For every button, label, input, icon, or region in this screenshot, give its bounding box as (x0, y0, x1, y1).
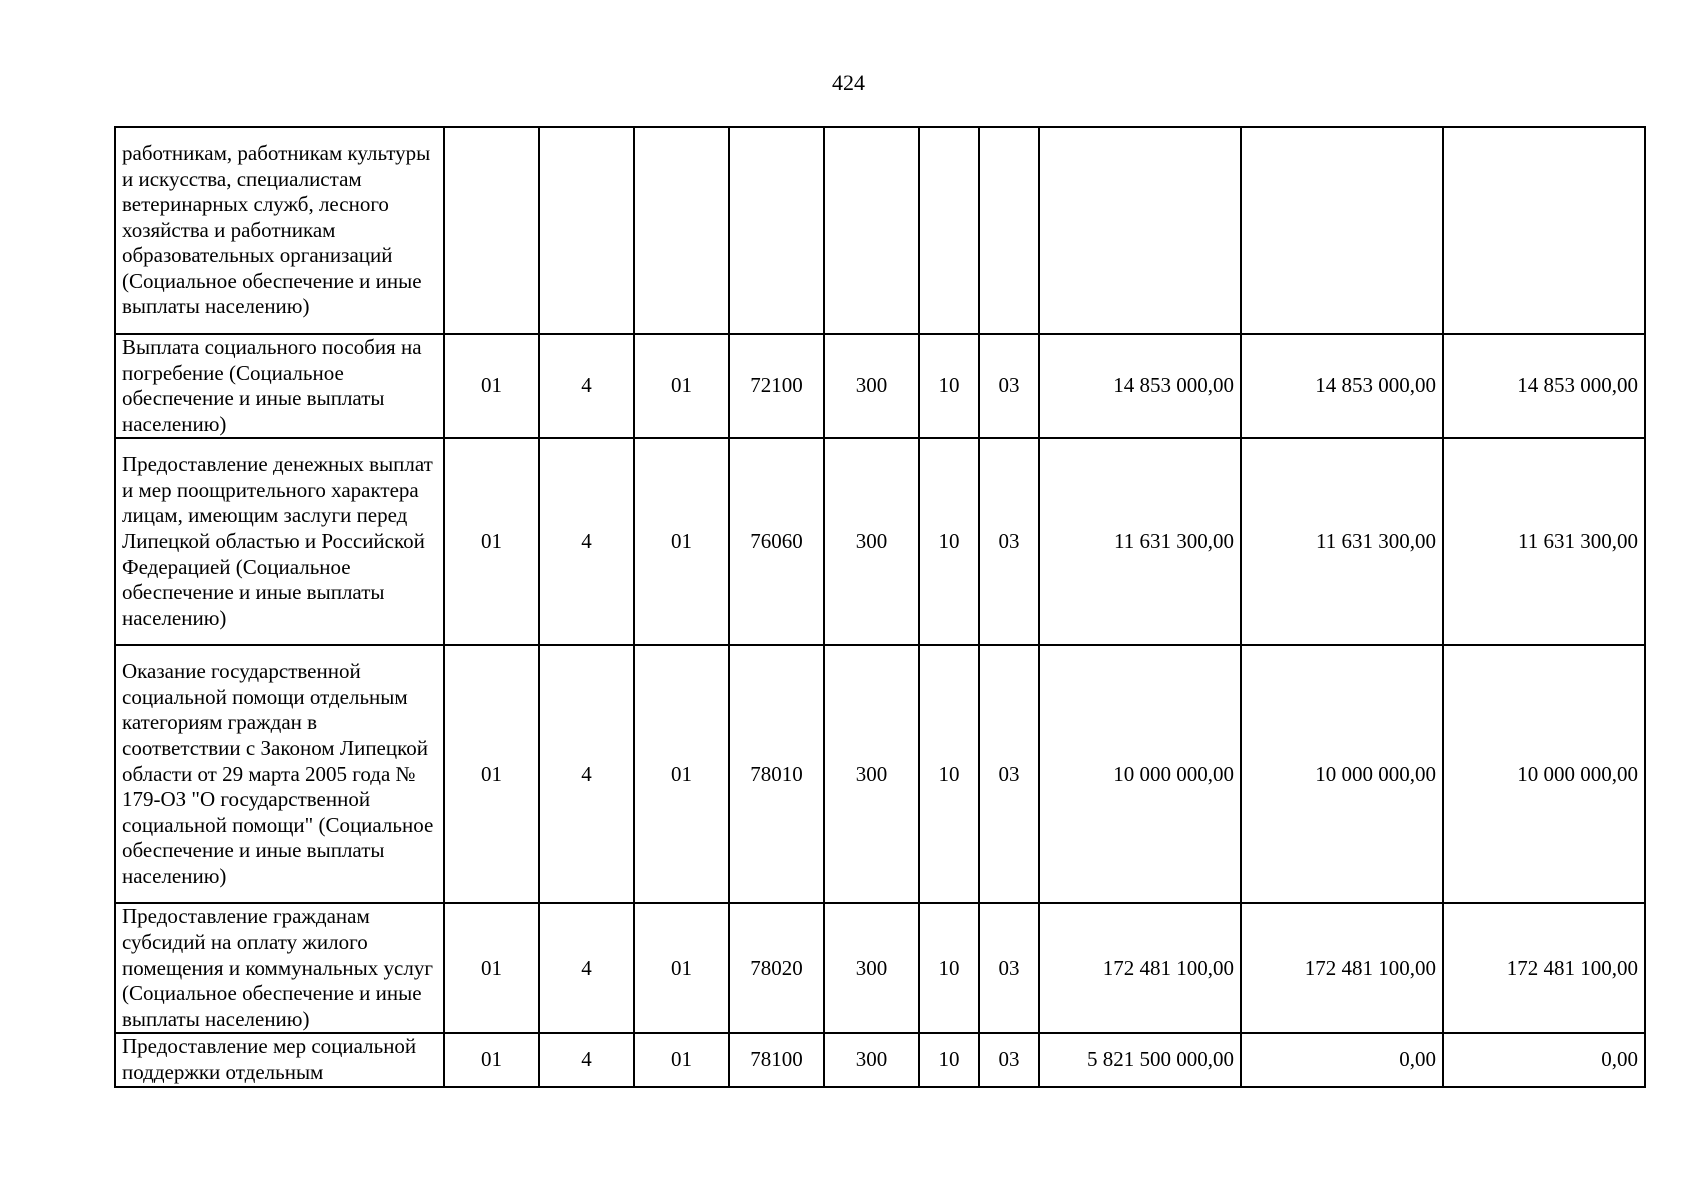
amount-cell: 11 631 300,00 (1241, 438, 1443, 645)
code-cell: 01 (634, 438, 729, 645)
code-cell: 78100 (729, 1033, 824, 1086)
code-cell (729, 127, 824, 334)
code-cell: 01 (634, 334, 729, 438)
code-cell: 10 (919, 645, 979, 903)
code-cell: 4 (539, 438, 634, 645)
code-cell: 01 (444, 903, 539, 1033)
amount-cell (1443, 127, 1645, 334)
page-number: 424 (832, 70, 865, 95)
amount-cell: 11 631 300,00 (1039, 438, 1241, 645)
amount-cell: 14 853 000,00 (1039, 334, 1241, 438)
code-cell: 300 (824, 1033, 919, 1086)
code-cell: 03 (979, 903, 1039, 1033)
amount-cell (1241, 127, 1443, 334)
table-row (115, 334, 1645, 438)
row-description: Оказание государственной социальной помощи отдельным категориям граждан в соответствии с Законом Липецкой области от 29 марта 2005 года № 179-ОЗ "О государственной социальной помощи" (Социальное обеспечение и иные выплаты населению) (115, 645, 444, 903)
code-cell: 03 (979, 1033, 1039, 1086)
code-cell: 03 (979, 438, 1039, 645)
code-cell: 10 (919, 334, 979, 438)
amount-cell: 10 000 000,00 (1039, 645, 1241, 903)
code-cell: 03 (979, 334, 1039, 438)
table-row (115, 645, 1645, 903)
code-cell: 01 (444, 438, 539, 645)
amount-cell: 14 853 000,00 (1443, 334, 1645, 438)
amount-cell: 5 821 500 000,00 (1039, 1033, 1241, 1086)
code-cell (979, 127, 1039, 334)
code-cell: 01 (634, 645, 729, 903)
code-cell: 78020 (729, 903, 824, 1033)
code-cell: 10 (919, 438, 979, 645)
code-cell (444, 127, 539, 334)
amount-cell: 0,00 (1241, 1033, 1443, 1086)
code-cell: 300 (824, 903, 919, 1033)
row-description: работникам, работникам культуры и искусства, специалистам ветеринарных служб, лесного хозяйства и работникам образовательных организаций (Социальное обеспечение и иные выплаты населению) (115, 127, 444, 334)
row-description: Предоставление гражданам субсидий на оплату жилого помещения и коммунальных услуг (Социальное обеспечение и иные выплаты населению) (115, 903, 444, 1033)
code-cell: 300 (824, 645, 919, 903)
code-cell: 01 (634, 1033, 729, 1086)
code-cell: 01 (444, 645, 539, 903)
code-cell: 4 (539, 1033, 634, 1086)
code-cell (634, 127, 729, 334)
code-cell: 03 (979, 645, 1039, 903)
row-description: Предоставление денежных выплат и мер поощрительного характера лицам, имеющим заслуги перед Липецкой областью и Российской Федерацией (Социальное обеспечение и иные выплаты населению) (115, 438, 444, 645)
table-row (115, 438, 1645, 645)
amount-cell: 172 481 100,00 (1443, 903, 1645, 1033)
amount-cell: 10 000 000,00 (1443, 645, 1645, 903)
amount-cell: 14 853 000,00 (1241, 334, 1443, 438)
code-cell: 4 (539, 903, 634, 1033)
code-cell: 300 (824, 334, 919, 438)
table-row (115, 1033, 1645, 1086)
row-description: Предоставление мер социальной поддержки отдельным (115, 1033, 444, 1086)
budget-table (114, 126, 1646, 1088)
code-cell: 76060 (729, 438, 824, 645)
amount-cell (1039, 127, 1241, 334)
code-cell: 300 (824, 438, 919, 645)
amount-cell: 172 481 100,00 (1039, 903, 1241, 1033)
code-cell: 78010 (729, 645, 824, 903)
table-row (115, 903, 1645, 1033)
code-cell: 4 (539, 645, 634, 903)
amount-cell: 0,00 (1443, 1033, 1645, 1086)
code-cell (824, 127, 919, 334)
amount-cell: 11 631 300,00 (1443, 438, 1645, 645)
code-cell: 10 (919, 1033, 979, 1086)
code-cell: 10 (919, 903, 979, 1033)
code-cell (539, 127, 634, 334)
code-cell: 01 (444, 334, 539, 438)
code-cell: 01 (444, 1033, 539, 1086)
code-cell: 01 (634, 903, 729, 1033)
table-row (115, 127, 1645, 334)
amount-cell: 172 481 100,00 (1241, 903, 1443, 1033)
row-description: Выплата социального пособия на погребение (Социальное обеспечение и иные выплаты населению) (115, 334, 444, 438)
amount-cell: 10 000 000,00 (1241, 645, 1443, 903)
code-cell: 4 (539, 334, 634, 438)
code-cell (919, 127, 979, 334)
code-cell: 72100 (729, 334, 824, 438)
